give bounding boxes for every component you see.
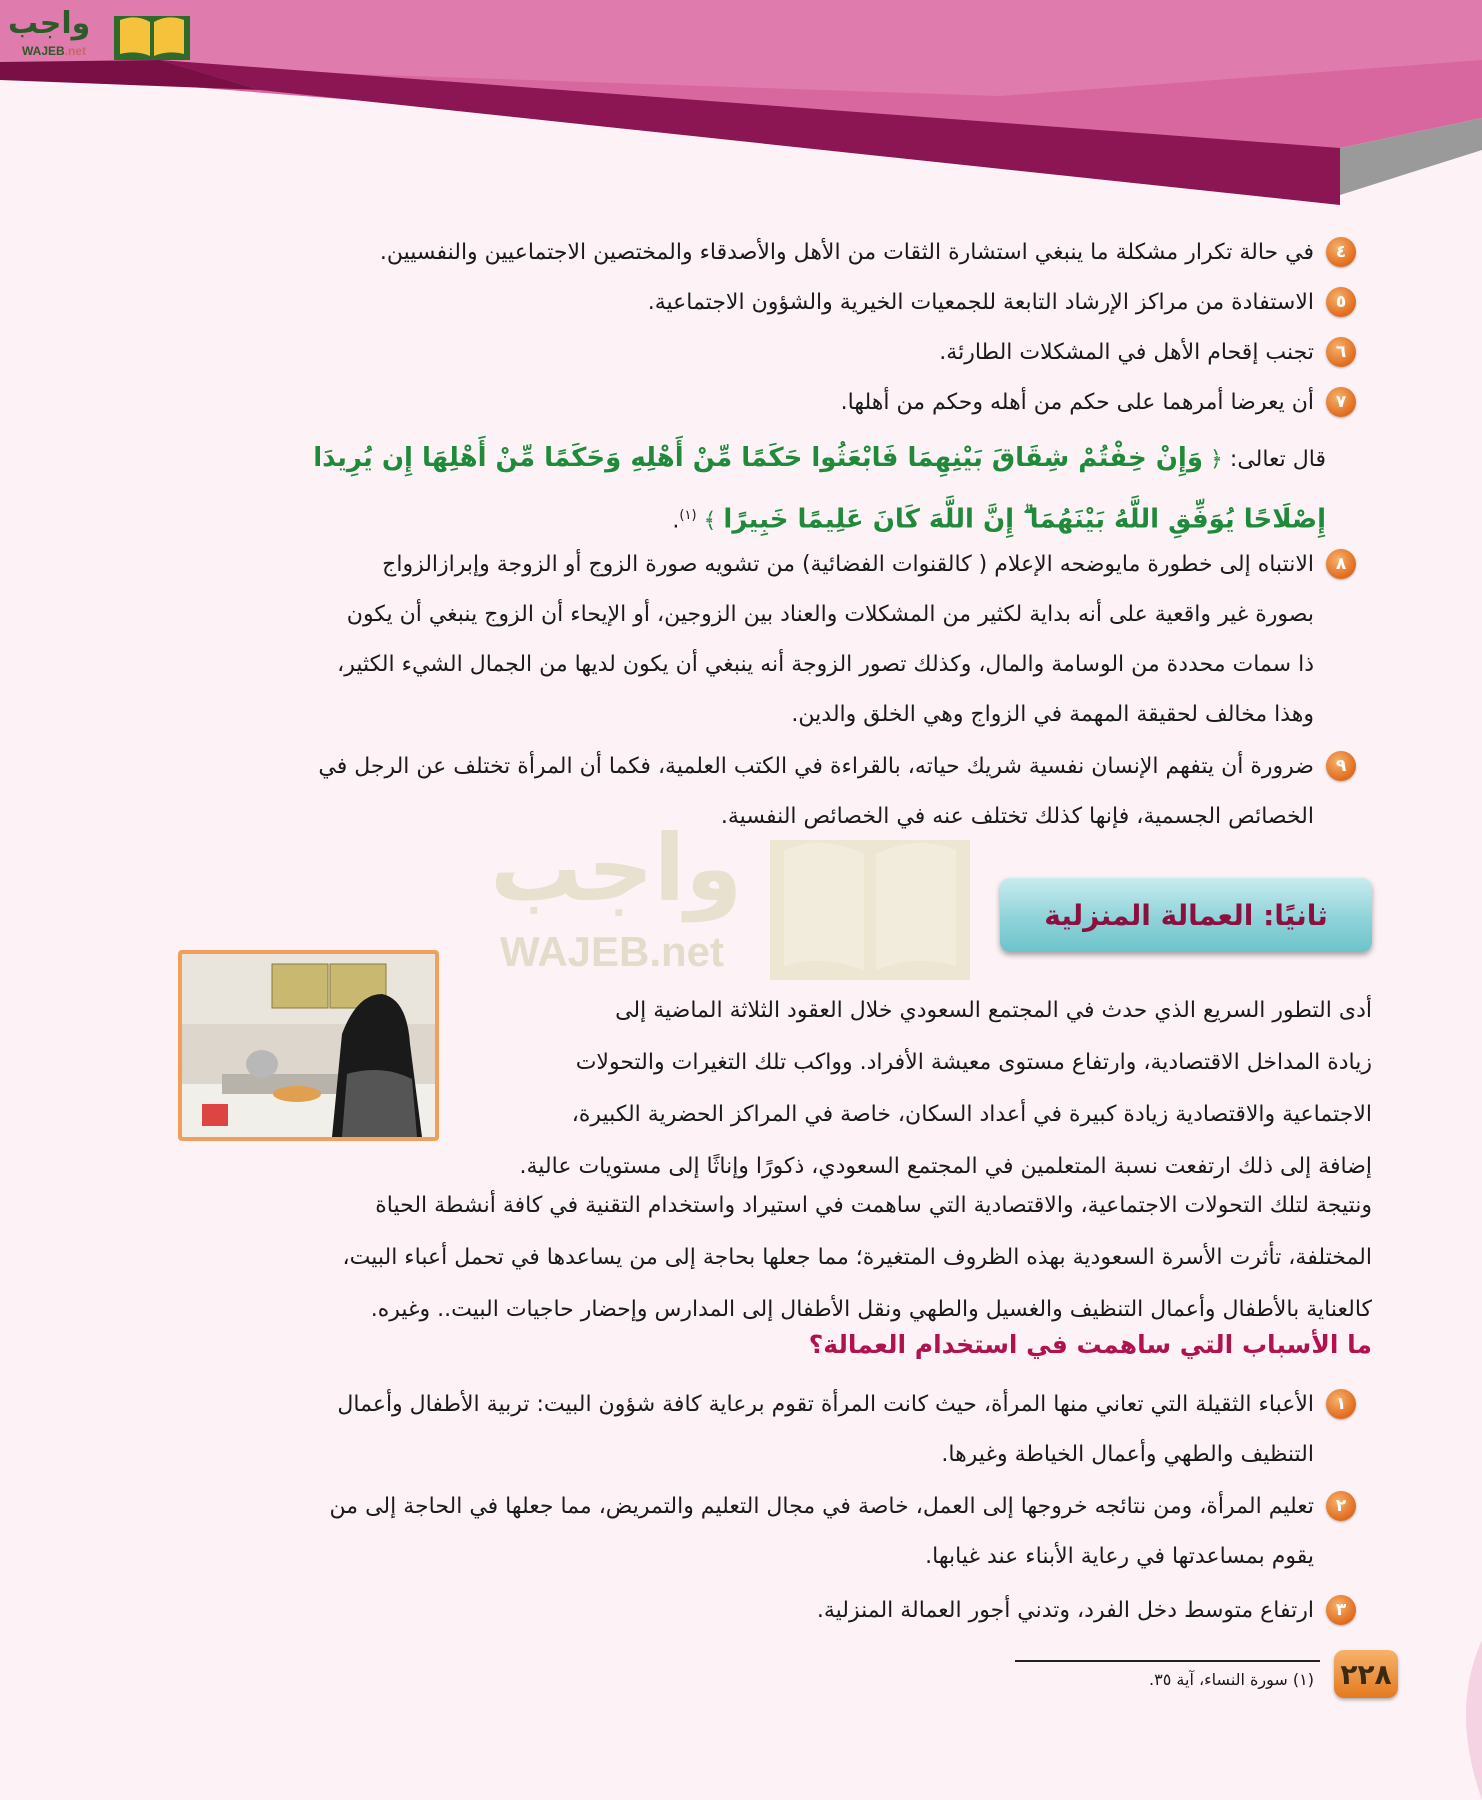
item-text: الأعباء الثقيلة التي تعاني منها المرأة، حيث كانت المرأة تقوم برعاية كافة شؤون البيت: تربية الأطفال وأعمال التنظيف والطهي وأعمال الخياطة وغيرها. xyxy=(337,1392,1314,1467)
kitchen-image xyxy=(182,954,435,1137)
watermark-latin: WAJEB.net xyxy=(500,928,725,975)
page-number: ٢٢٨ xyxy=(1334,1650,1398,1698)
corner-decoration xyxy=(1300,1640,1482,1800)
item-text: الانتباه إلى خطورة مايوضحه الإعلام ( كالقنوات الفضائية) من تشويه صورة الزوج أو الزوجة وإبرازالزواج بصورة غير واقعية على أنه بداية لكثير من المشكلات والعناد بين الزوجين، أو الإيحاء أن الزوج ينبغي أن يكون ذا سمات محددة من الوسامة والمال، وكذلك تصور الزوجة أنه ينبغي أن يكون لديها من الجمال الشيء الكثير، وهذا مخالف لحقيقة المهمة في الزواج وهي الخلق والدين. xyxy=(337,552,1314,727)
item-text: في حالة تكرار مشكلة ما ينبغي استشارة الثقات من الأهل والأصدقاء والمختصين الاجتماعيين والنفسيين. xyxy=(379,240,1314,265)
section-heading xyxy=(1000,878,1372,952)
item-number: ٨ xyxy=(1326,549,1356,579)
list-item xyxy=(126,1380,1356,1480)
item-text: الاستفادة من مراكز الإرشاد التابعة للجمعيات الخيرية والشؤون الاجتماعية. xyxy=(647,290,1314,315)
quran-quote xyxy=(296,430,1326,549)
list-item xyxy=(380,228,1356,278)
item-number: ١ xyxy=(1326,1389,1356,1419)
list-item xyxy=(841,378,1356,428)
footnote: (١) سورة النساء، آية ٣٥. xyxy=(1149,1670,1314,1689)
item-number: ٤ xyxy=(1326,237,1356,267)
quote-intro: قال تعالى: xyxy=(1229,447,1326,472)
question-heading: ما الأسباب التي ساهمت في استخدام العمالة؟ xyxy=(808,1330,1372,1359)
item-number: ٧ xyxy=(1326,387,1356,417)
item-text: تجنب إقحام الأهل في المشكلات الطارئة. xyxy=(939,340,1314,365)
paragraph: أدى التطور السريع الذي حدث في المجتمع السعودي خلال العقود الثلاثة الماضية إلى زيادة المداخل الاقتصادية، وارتفاع مستوى معيشة الأفراد. وواكب تلك التغيرات والتحولات الاجتماعية والاقتصادية زيادة كبيرة في أعداد السكان، خاصة في المراكز الحضرية الكبيرة، إضافة إلى ذلك ارتفعت نسبة المتعلمين في المجتمع السعودي، ذكورًا وإناثًا إلى مستويات عالية. xyxy=(519,998,1372,1179)
list-item xyxy=(939,328,1356,378)
item-text: ضرورة أن يتفهم الإنسان نفسية شريك حياته، بالقراءة في الكتب العلمية، فكما أن المرأة تختلف عن الرجل في الخصائص الجسمية، فإنها كذلك تختلف عنه في الخصائص النفسية. xyxy=(318,754,1314,829)
quote-end: . xyxy=(672,508,680,534)
item-number: ٩ xyxy=(1326,751,1356,781)
footnote-divider xyxy=(1015,1660,1320,1662)
watermark-arabic: واجب xyxy=(490,815,743,922)
list-item xyxy=(817,1586,1356,1636)
wajeb-logo xyxy=(8,6,188,66)
item-number: ٥ xyxy=(1326,287,1356,317)
footnote-ref: (١) xyxy=(679,508,697,523)
quote-verse: وَإِنْ خِفْتُمْ شِقَاقَ بَيْنِهِمَا فَابْعَثُوا حَكَمًا مِّنْ أَهْلِهِ وَحَكَمًا مِّنْ أَهْلِهَا إِن يُرِيدَا إِصْلَاحًا يُوَفِّقِ اللَّهُ بَيْنَهُمَا ۗ إِنَّ اللَّهَ كَانَ عَلِيمًا خَبِيرًا xyxy=(313,443,1326,535)
item-text: ارتفاع متوسط دخل الفرد، وتدني أجور العمالة المنزلية. xyxy=(816,1598,1314,1623)
header-banner xyxy=(0,0,1482,210)
watermark xyxy=(490,815,1010,980)
list-item xyxy=(126,742,1356,842)
watermark-book-icon xyxy=(760,820,980,990)
logo-latin: WAJEB.net xyxy=(22,44,87,58)
list-item xyxy=(126,1482,1356,1582)
quote-open-bracket: ﴿ xyxy=(1210,447,1223,472)
section-title: ثانيًا: العمالة المنزلية xyxy=(1044,898,1328,932)
paragraph: ونتيجة لتلك التحولات الاجتماعية، والاقتصادية التي ساهمت في استيراد واستخدام التقنية في كافة أنشطة الحياة المختلفة، تأثرت الأسرة السعودية بهذه الظروف المتغيرة؛ مما جعلها بحاجة إلى من يساعدها في تحمل أعباء البيت، كالعناية بالأطفال وأعمال التنظيف والغسيل والطهي ونقل الأطفال إلى المدارس وإحضار حاجيات البيت.. وغيره. xyxy=(342,1193,1372,1322)
list-item xyxy=(126,540,1356,740)
item-number: ٦ xyxy=(1326,337,1356,367)
list-item xyxy=(648,278,1356,328)
item-text: تعليم المرأة، ومن نتائجه خروجها إلى العمل، خاصة في مجال التعليم والتمريض، مما جعلها في الحاجة إلى من يقوم بمساعدتها في رعاية الأبناء عند غيابها. xyxy=(329,1494,1314,1569)
quote-close-bracket: ﴾ xyxy=(703,508,717,534)
item-number: ٢ xyxy=(1326,1491,1356,1521)
item-text: أن يعرضا أمرهما على حكم من أهله وحكم من أهلها. xyxy=(840,390,1314,415)
book-icon xyxy=(112,10,192,64)
housekeeper-photo xyxy=(178,950,439,1141)
item-number: ٣ xyxy=(1326,1595,1356,1625)
logo-arabic: واجب xyxy=(8,6,91,41)
